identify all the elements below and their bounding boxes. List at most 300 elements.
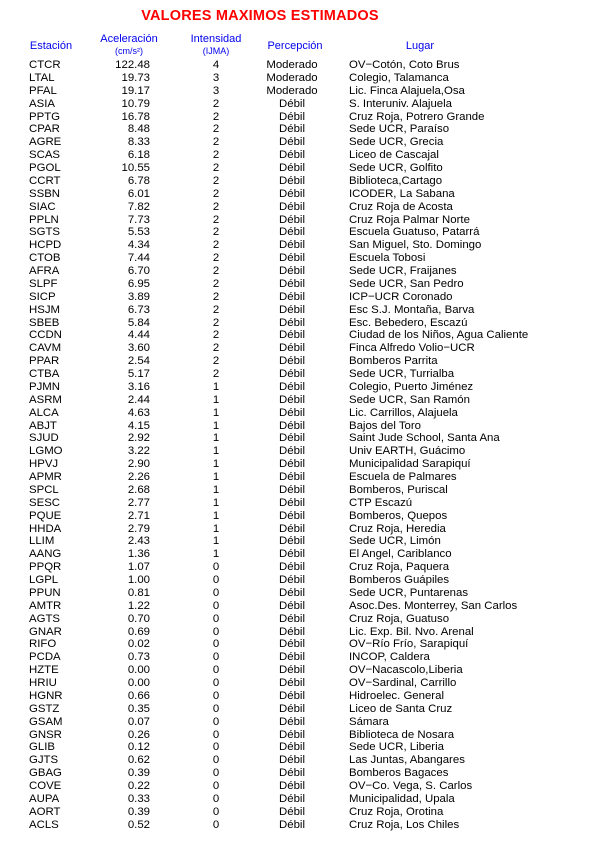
table-row <box>0 574 590 587</box>
table-row <box>0 690 590 703</box>
data-table <box>0 59 590 832</box>
place-cell: OV−Co. Vega, S. Carlos <box>349 780 473 792</box>
acceleration-cell: 6.01 <box>127 187 150 200</box>
table-row <box>0 754 590 767</box>
place-cell: Sede UCR, Liberia <box>349 741 444 754</box>
place-cell: Sede UCR, Fraijanes <box>349 265 457 277</box>
table-row <box>0 432 590 445</box>
place-cell: OV−Sardinal, Carrillo <box>349 677 457 689</box>
acceleration-cell: 3.60 <box>127 342 150 355</box>
station-cell: PGOL <box>29 162 61 174</box>
perception-cell: Débil <box>279 599 305 612</box>
place-cell: Asoc.Des. Monterrey, San Carlos <box>349 599 518 612</box>
intensity-cell: 1 <box>212 432 220 445</box>
station-cell: ACLS <box>29 818 59 831</box>
acceleration-cell: 6.18 <box>127 149 150 162</box>
station-cell: HZTE <box>29 664 59 677</box>
place-cell: Lic. Exp. Bil. Nvo. Arenal <box>349 625 474 638</box>
place-cell: Escuela de Palmares <box>349 471 457 483</box>
header-intensity-unit: (IJMA) <box>202 46 230 56</box>
station-cell: GSAM <box>29 715 63 728</box>
intensity-cell: 0 <box>212 792 220 805</box>
acceleration-cell: 5.53 <box>127 226 150 239</box>
place-cell: Esc S.J. Montaña, Barva <box>349 303 475 316</box>
acceleration-cell: 0.81 <box>127 586 150 599</box>
station-cell: GBAG <box>29 767 62 780</box>
table-row <box>0 677 590 690</box>
header-perception-label: Percepción <box>267 40 323 52</box>
intensity-cell: 2 <box>212 277 220 290</box>
intensity-cell: 1 <box>212 522 220 535</box>
station-cell: LLIM <box>29 535 55 548</box>
intensity-cell: 0 <box>212 625 220 638</box>
acceleration-cell: 8.33 <box>127 136 150 149</box>
perception-cell: Débil <box>279 780 305 792</box>
acceleration-cell: 1.22 <box>127 599 150 612</box>
acceleration-cell: 10.55 <box>121 162 150 174</box>
perception-cell: Débil <box>279 123 305 136</box>
table-row <box>0 561 590 574</box>
station-cell: PQUE <box>29 509 62 522</box>
acceleration-cell: 6.70 <box>127 265 150 277</box>
table-row <box>0 819 590 832</box>
acceleration-cell: 0.70 <box>127 612 150 625</box>
perception-cell: Débil <box>279 574 305 586</box>
acceleration-cell: 2.44 <box>127 393 150 406</box>
intensity-cell: 2 <box>212 290 220 303</box>
acceleration-cell: 2.43 <box>127 535 150 548</box>
acceleration-cell: 0.02 <box>127 638 150 651</box>
intensity-cell: 0 <box>212 728 220 741</box>
acceleration-cell: 3.89 <box>127 290 150 303</box>
place-cell: Cruz Roja, Heredia <box>349 522 446 535</box>
perception-cell: Débil <box>279 380 305 393</box>
table-row <box>0 123 590 136</box>
table-row <box>0 780 590 793</box>
station-cell: SBEB <box>29 316 60 329</box>
station-cell: PPTG <box>29 110 61 123</box>
intensity-cell: 3 <box>212 84 220 97</box>
table-row <box>0 381 590 394</box>
perception-cell: Débil <box>279 483 305 496</box>
perception-cell: Débil <box>279 303 305 316</box>
acceleration-cell: 0.35 <box>127 702 150 715</box>
perception-cell: Débil <box>279 290 305 303</box>
intensity-cell: 0 <box>212 561 220 574</box>
acceleration-cell: 2.68 <box>127 483 150 496</box>
acceleration-cell: 0.07 <box>127 715 150 728</box>
table-row <box>0 278 590 291</box>
station-cell: GJTS <box>29 754 59 767</box>
acceleration-cell: 7.82 <box>127 200 150 213</box>
table-row <box>0 252 590 265</box>
perception-cell: Débil <box>279 149 305 162</box>
table-row <box>0 445 590 458</box>
station-cell: AUPA <box>29 792 60 805</box>
acceleration-cell: 10.79 <box>121 97 150 110</box>
station-cell: ASRM <box>29 393 62 406</box>
place-cell: Bomberos Bagaces <box>349 767 449 780</box>
intensity-cell: 2 <box>212 252 220 265</box>
table-row <box>0 587 590 600</box>
station-cell: CTBA <box>29 368 60 380</box>
acceleration-cell: 0.12 <box>127 741 150 754</box>
table-row <box>0 420 590 433</box>
intensity-cell: 0 <box>212 715 220 728</box>
station-cell: HGNR <box>29 689 63 702</box>
acceleration-cell: 2.71 <box>127 509 150 522</box>
acceleration-cell: 1.00 <box>127 574 150 586</box>
place-cell: Sede UCR, Turrialba <box>349 368 455 380</box>
intensity-cell: 2 <box>212 303 220 316</box>
place-cell: Lic. Carrillos, Alajuela <box>349 406 458 419</box>
acceleration-cell: 2.54 <box>127 355 150 368</box>
acceleration-cell: 7.44 <box>127 252 150 265</box>
acceleration-cell: 0.39 <box>127 805 150 818</box>
perception-cell: Débil <box>279 329 305 342</box>
station-cell: GLIB <box>29 741 55 754</box>
header-intensity <box>180 33 252 57</box>
perception-cell: Moderado <box>266 71 318 84</box>
place-cell: INCOP, Caldera <box>349 651 430 664</box>
table-row <box>0 626 590 639</box>
table-row <box>0 368 590 381</box>
perception-cell: Débil <box>279 406 305 419</box>
table-row <box>0 458 590 471</box>
place-cell: Lic. Finca Alajuela,Osa <box>349 84 465 97</box>
acceleration-cell: 6.78 <box>127 174 150 187</box>
place-cell: CTP Escazú <box>349 496 413 509</box>
perception-cell: Débil <box>279 741 305 754</box>
acceleration-cell: 4.34 <box>127 239 150 252</box>
perception-cell: Débil <box>279 316 305 329</box>
place-cell: Municipalidad Sarapiquí <box>349 458 471 471</box>
place-cell: Sámara <box>349 715 389 728</box>
station-cell: SESC <box>29 496 61 509</box>
acceleration-cell: 2.77 <box>127 496 150 509</box>
table-row <box>0 664 590 677</box>
station-cell: AMTR <box>29 599 62 612</box>
intensity-cell: 0 <box>212 586 220 599</box>
station-cell: HHDA <box>29 522 62 535</box>
place-cell: Sede UCR, Limón <box>349 535 441 548</box>
station-cell: PPQR <box>29 561 62 574</box>
perception-cell: Débil <box>279 586 305 599</box>
table-row <box>0 175 590 188</box>
place-cell: Bomberos, Puriscal <box>349 483 448 496</box>
intensity-cell: 1 <box>212 445 220 458</box>
intensity-cell: 2 <box>212 226 220 239</box>
acceleration-cell: 0.69 <box>127 625 150 638</box>
station-cell: SICP <box>29 290 56 303</box>
perception-cell: Débil <box>279 754 305 767</box>
station-cell: GNSR <box>29 728 62 741</box>
place-cell: Finca Alfredo Volio−UCR <box>349 342 475 355</box>
station-cell: HSJM <box>29 303 61 316</box>
perception-cell: Moderado <box>266 84 318 97</box>
intensity-cell: 1 <box>212 535 220 548</box>
station-cell: HPVJ <box>29 458 59 471</box>
station-cell: PPLN <box>29 213 59 226</box>
perception-cell: Débil <box>279 767 305 780</box>
station-cell: AGRE <box>29 136 62 149</box>
perception-cell: Débil <box>279 226 305 239</box>
table-row <box>0 484 590 497</box>
place-cell: Hidroelec. General <box>349 689 444 702</box>
perception-cell: Débil <box>279 496 305 509</box>
table-row <box>0 226 590 239</box>
perception-cell: Débil <box>279 110 305 123</box>
perception-cell: Débil <box>279 458 305 471</box>
acceleration-cell: 5.17 <box>127 368 150 380</box>
intensity-cell: 0 <box>212 664 220 677</box>
intensity-cell: 2 <box>212 200 220 213</box>
table-row <box>0 407 590 420</box>
table-row <box>0 793 590 806</box>
place-cell: Sede UCR, Golfito <box>349 162 443 174</box>
intensity-cell: 1 <box>212 509 220 522</box>
perception-cell: Débil <box>279 522 305 535</box>
station-cell: SPCL <box>29 483 59 496</box>
station-cell: AFRA <box>29 265 60 277</box>
table-row <box>0 98 590 111</box>
station-cell: CAVM <box>29 342 62 355</box>
acceleration-cell: 7.73 <box>127 213 150 226</box>
acceleration-cell: 0.73 <box>127 651 150 664</box>
table-row <box>0 741 590 754</box>
table-row <box>0 72 590 85</box>
header-station-label: Estación <box>29 40 73 52</box>
table-row <box>0 394 590 407</box>
acceleration-cell: 0.66 <box>127 689 150 702</box>
perception-cell: Débil <box>279 818 305 831</box>
intensity-cell: 2 <box>212 174 220 187</box>
place-cell: Biblioteca de Nosara <box>349 728 455 741</box>
table-row <box>0 214 590 227</box>
place-cell: Esc. Bebedero, Escazú <box>349 316 468 329</box>
intensity-cell: 0 <box>212 689 220 702</box>
perception-cell: Débil <box>279 728 305 741</box>
table-row <box>0 59 590 72</box>
acceleration-cell: 0.52 <box>127 818 150 831</box>
place-cell: El Angel, Cariblanco <box>349 548 452 561</box>
place-cell: S. Interuniv. Alajuela <box>349 97 452 110</box>
intensity-cell: 2 <box>212 123 220 136</box>
perception-cell: Débil <box>279 509 305 522</box>
acceleration-cell: 0.39 <box>127 767 150 780</box>
place-cell: Sede UCR, Paraíso <box>349 123 450 136</box>
intensity-cell: 0 <box>212 677 220 689</box>
acceleration-cell: 2.26 <box>127 471 150 483</box>
table-row <box>0 716 590 729</box>
perception-cell: Débil <box>279 368 305 380</box>
table-row <box>0 85 590 98</box>
place-cell: San Miguel, Sto. Domingo <box>349 239 482 252</box>
station-cell: AORT <box>29 805 61 818</box>
station-cell: SGTS <box>29 226 61 239</box>
perception-cell: Débil <box>279 432 305 445</box>
place-cell: Cruz Roja, Guatuso <box>349 612 450 625</box>
table-row <box>0 239 590 252</box>
perception-cell: Débil <box>279 715 305 728</box>
intensity-cell: 1 <box>212 380 220 393</box>
place-cell: Liceo de Cascajal <box>349 149 439 162</box>
intensity-cell: 1 <box>212 419 220 432</box>
station-cell: PFAL <box>29 84 57 97</box>
acceleration-cell: 1.07 <box>127 561 150 574</box>
header-station <box>20 40 82 52</box>
intensity-cell: 1 <box>212 548 220 561</box>
header-place-label: Lugar <box>405 40 435 52</box>
station-cell: PCDA <box>29 651 61 664</box>
place-cell: Escuela Tobosi <box>349 252 426 265</box>
station-cell: AGTS <box>29 612 61 625</box>
station-cell: CCDN <box>29 329 62 342</box>
acceleration-cell: 2.79 <box>127 522 150 535</box>
intensity-cell: 2 <box>212 265 220 277</box>
table-row <box>0 201 590 214</box>
station-cell: LGMO <box>29 445 63 458</box>
table-row <box>0 291 590 304</box>
intensity-cell: 0 <box>212 754 220 767</box>
intensity-cell: 0 <box>212 574 220 586</box>
place-cell: OV−Cotón, Coto Brus <box>349 59 460 71</box>
station-cell: HRIU <box>29 677 57 689</box>
place-cell: Las Juntas, Abangares <box>349 754 465 767</box>
station-cell: SIAC <box>29 200 56 213</box>
station-cell: RIFO <box>29 638 57 651</box>
acceleration-cell: 0.26 <box>127 728 150 741</box>
table-row <box>0 806 590 819</box>
perception-cell: Débil <box>279 252 305 265</box>
table-row <box>0 651 590 664</box>
perception-cell: Débil <box>279 612 305 625</box>
acceleration-cell: 0.22 <box>127 780 150 792</box>
place-cell: Sede UCR, San Ramón <box>349 393 470 406</box>
place-cell: ICODER, La Sabana <box>349 187 455 200</box>
place-cell: Cruz Roja, Orotina <box>349 805 444 818</box>
station-cell: GNAR <box>29 625 62 638</box>
place-cell: Ciudad de los Niños, Agua Caliente <box>349 329 529 342</box>
table-row <box>0 304 590 317</box>
acceleration-cell: 0.00 <box>127 664 150 677</box>
table-row <box>0 329 590 342</box>
station-cell: SLPF <box>29 277 58 290</box>
table-row <box>0 510 590 523</box>
intensity-cell: 2 <box>212 355 220 368</box>
place-cell: Cruz Roja de Acosta <box>349 200 453 213</box>
table-row <box>0 703 590 716</box>
acceleration-cell: 3.22 <box>127 445 150 458</box>
table-row <box>0 523 590 536</box>
intensity-cell: 2 <box>212 162 220 174</box>
perception-cell: Débil <box>279 355 305 368</box>
table-row <box>0 600 590 613</box>
station-cell: CCRT <box>29 174 61 187</box>
acceleration-cell: 1.36 <box>127 548 150 561</box>
station-cell: PPAR <box>29 355 60 368</box>
place-cell: Bomberos, Quepos <box>349 509 448 522</box>
table-row <box>0 613 590 626</box>
table-row <box>0 265 590 278</box>
acceleration-cell: 16.78 <box>121 110 150 123</box>
intensity-cell: 1 <box>212 393 220 406</box>
perception-cell: Débil <box>279 445 305 458</box>
table-row <box>0 729 590 742</box>
intensity-cell: 1 <box>212 496 220 509</box>
intensity-cell: 0 <box>212 702 220 715</box>
place-cell: Cruz Roja, Potrero Grande <box>349 110 485 123</box>
intensity-cell: 2 <box>212 329 220 342</box>
station-cell: HCPD <box>29 239 62 252</box>
perception-cell: Débil <box>279 471 305 483</box>
place-cell: Cruz Roja, Los Chiles <box>349 818 460 831</box>
intensity-cell: 0 <box>212 651 220 664</box>
acceleration-cell: 5.84 <box>127 316 150 329</box>
place-cell: Sede UCR, Grecia <box>349 136 444 149</box>
table-row <box>0 638 590 651</box>
station-cell: ABJT <box>29 419 57 432</box>
place-cell: OV−Río Frío, Sarapiquí <box>349 638 469 651</box>
perception-cell: Débil <box>279 561 305 574</box>
station-cell: PJMN <box>29 380 61 393</box>
perception-cell: Débil <box>279 638 305 651</box>
intensity-cell: 0 <box>212 638 220 651</box>
place-cell: Colegio, Talamanca <box>349 71 449 84</box>
acceleration-cell: 3.16 <box>127 380 150 393</box>
station-cell: PPUN <box>29 586 61 599</box>
acceleration-cell: 4.63 <box>127 406 150 419</box>
intensity-cell: 2 <box>212 97 220 110</box>
perception-cell: Débil <box>279 213 305 226</box>
perception-cell: Débil <box>279 277 305 290</box>
header-intensity-label: Intensidad <box>190 33 242 45</box>
station-cell: LTAL <box>29 71 55 84</box>
perception-cell: Débil <box>279 342 305 355</box>
perception-cell: Débil <box>279 265 305 277</box>
intensity-cell: 1 <box>212 406 220 419</box>
perception-cell: Débil <box>279 689 305 702</box>
table-row <box>0 355 590 368</box>
place-cell: Sede UCR, San Pedro <box>349 277 464 290</box>
header-acceleration-label: Aceleración <box>100 33 158 45</box>
perception-cell: Moderado <box>266 59 318 71</box>
table-row <box>0 535 590 548</box>
perception-cell: Débil <box>279 677 305 689</box>
station-cell: SSBN <box>29 187 61 200</box>
place-cell: OV−Nacascolo,Liberia <box>349 664 463 677</box>
header-acceleration-unit: (cm/s²) <box>115 46 143 56</box>
perception-cell: Débil <box>279 792 305 805</box>
intensity-cell: 0 <box>212 599 220 612</box>
perception-cell: Débil <box>279 702 305 715</box>
acceleration-cell: 4.44 <box>127 329 150 342</box>
perception-cell: Débil <box>279 174 305 187</box>
place-cell: Cruz Roja Palmar Norte <box>349 213 470 226</box>
intensity-cell: 2 <box>212 136 220 149</box>
acceleration-cell: 4.15 <box>127 419 150 432</box>
acceleration-cell: 0.00 <box>127 677 150 689</box>
intensity-cell: 2 <box>212 342 220 355</box>
intensity-cell: 0 <box>212 612 220 625</box>
table-row <box>0 767 590 780</box>
station-cell: APMR <box>29 471 62 483</box>
table-row <box>0 149 590 162</box>
header-acceleration <box>88 33 170 57</box>
perception-cell: Débil <box>279 805 305 818</box>
perception-cell: Débil <box>279 162 305 174</box>
table-row <box>0 111 590 124</box>
